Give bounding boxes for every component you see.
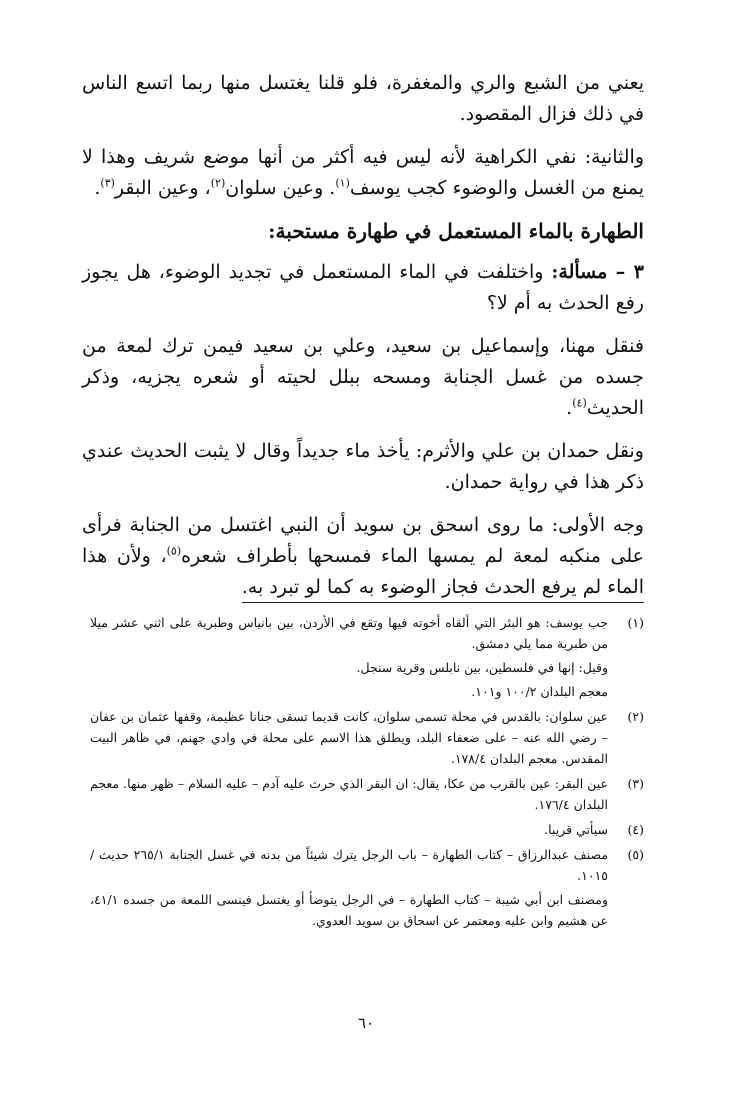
paragraph-2-mid2: ، وعين البقر bbox=[114, 177, 211, 199]
footnote-body bbox=[90, 844, 608, 931]
paragraph-1: يعني من الشبع والري والمغفرة، فلو قلنا يغتسل منها ربما اتسع الناس في ذلك فزال المقصود. bbox=[82, 72, 644, 125]
footnote-ref-5: (٥) bbox=[166, 544, 182, 558]
footnotes bbox=[90, 612, 644, 935]
footnote-line: معجم البلدان ١٠٠/٢ و١٠١. bbox=[471, 684, 608, 699]
page-number: ٦٠ bbox=[357, 1014, 375, 1032]
footnote-line: عين سلوان: بالقدس في محلة تسمى سلوان، كانت قديما تسقى جنانا عظيمة، وقفها عثمان بن عفان – رضي الله عنه – على ضعفاء البلد، ويطلق هذا الاسم على محلة في وادي جهنم، في ظاهر البيت المقدس. معجم البلدان ١٧٨/٤. bbox=[90, 709, 608, 766]
footnote-body bbox=[90, 773, 608, 815]
footnote-number: (٥) bbox=[627, 847, 644, 862]
footnote bbox=[90, 844, 644, 931]
paragraph-5: ونقل حمدان بن علي والأثرم: يأخذ ماء جديداً وقال لا يثبت الحديث عندي ذكر هذا في رواية حمدان. bbox=[82, 440, 644, 493]
paragraph-4-end: . bbox=[566, 397, 573, 419]
footnote-number: (١) bbox=[627, 615, 644, 630]
paragraph-3 bbox=[82, 257, 644, 319]
paragraph-2-mid1: . وعين سلوان bbox=[225, 177, 336, 199]
footnote bbox=[90, 706, 644, 769]
paragraph-6-text: وجه الأولى: ما روى اسحق بن سويد أن النبي اغتسل من الجنابة فرأى على منكبه لمعة لم يمسها الماء فمسحها بأطراف شعره bbox=[82, 514, 645, 567]
paragraph-4 bbox=[82, 331, 644, 424]
issue-number: ٣ – مسألة: bbox=[551, 261, 645, 283]
footnote-line: سيأتي قريبا. bbox=[544, 822, 608, 837]
footnote-ref-2: (٢) bbox=[210, 176, 226, 190]
footnote-divider bbox=[242, 602, 644, 603]
section-heading: الطهارة بالماء المستعمل في طهارة مستحبة: bbox=[268, 219, 644, 243]
footnote-body bbox=[90, 819, 608, 840]
footnote-number: (٣) bbox=[627, 776, 644, 791]
footnote bbox=[90, 612, 644, 702]
footnote-body bbox=[90, 612, 608, 702]
paragraph-2-end: . bbox=[94, 177, 101, 199]
footnote-ref-4: (٤) bbox=[572, 396, 587, 410]
paragraph-6-end: ، ولأن هذا الماء لم يرفع الحدث فجاز الوضوء به كما لو تبرد به. bbox=[82, 545, 644, 598]
footnote-ref-1: (١) bbox=[335, 176, 350, 190]
footnote-line: جب يوسف: هو البئر التي ألقاه أخوته فيها وتقع في الأردن، بين بانياس وطبرية على اثني عشر ميلا من طبرية مما يلي دمشق. bbox=[90, 615, 608, 651]
footnote-line: وقيل: إنها في فلسطين، بين نابلس وقرية سنجل. bbox=[356, 660, 608, 675]
footnote-line: ومصنف ابن أبي شيبة – كتاب الطهارة – في الرجل يتوضأ أو يغتسل فينسى اللمعة من جسده ٤١/١، عن هشيم وابن عليه ومعتمر عن اسحاق بن سويد العدوي. bbox=[90, 892, 608, 928]
paragraph-2-text: والثانية: نفي الكراهية لأنه ليس فيه أكثر من أنها موضع شريف وهذا لا يمنع من الغسل والوضوء كجب يوسف bbox=[82, 146, 644, 199]
footnote-number: (٢) bbox=[627, 709, 644, 724]
main-text bbox=[82, 68, 644, 615]
paragraph-2 bbox=[82, 142, 644, 204]
footnote-ref-3: (٣) bbox=[100, 176, 115, 190]
footnote bbox=[90, 819, 644, 840]
footnote-body bbox=[90, 706, 608, 769]
footnote-line: عين البقر: عين بالقرب من عكا، يقال: ان البقر الذي حرث عليه آدم – عليه السلام – ظهر منها. معجم البلدان ١٧٦/٤. bbox=[90, 776, 608, 812]
paragraph-3-text: واختلفت في الماء المستعمل في تجديد الوضوء، هل يجوز رفع الحدث به أم لا؟ bbox=[82, 261, 644, 314]
footnote bbox=[90, 773, 644, 815]
footnote-line: مصنف عبدالرزاق – كتاب الطهارة – باب الرجل يترك شيئاً من بدنه في غسل الجنابة ٢٦٥/١ حديث / ١٠١٥. bbox=[90, 847, 609, 883]
footnote-number: (٤) bbox=[627, 822, 644, 837]
paragraph-4-text: فنقل مهنا، وإسماعيل بن سعيد، وعلي بن سعيد فيمن ترك لمعة من جسده من غسل الجنابة ومسحه ببلل لحيته أو شعره يجزيه، وذكر الحديث bbox=[82, 335, 644, 419]
paragraph-6 bbox=[82, 510, 644, 603]
